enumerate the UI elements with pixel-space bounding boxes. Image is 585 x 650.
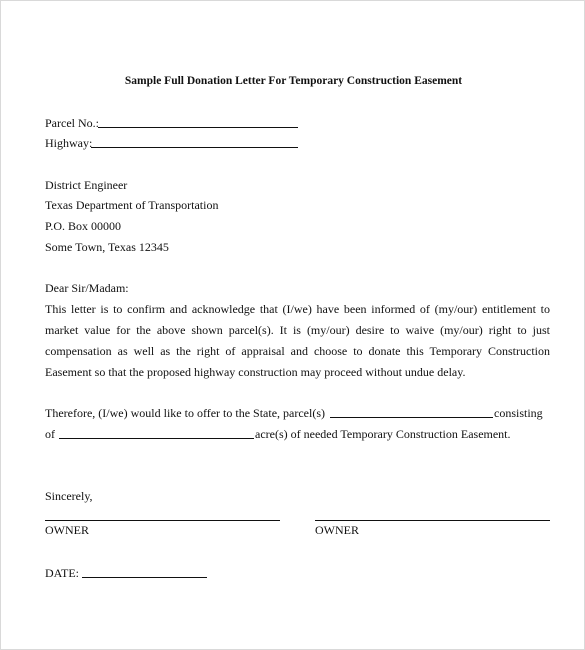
recipient-line-3: P.O. Box 00000	[45, 219, 122, 233]
owner-1-signature-line	[45, 520, 280, 521]
offer-line-2-start: of	[45, 427, 55, 441]
owner-2-label: OWNER	[315, 523, 359, 537]
body-line: market value for the above shown parcel(s). It is (my/our) desire to waive (my/our) right to just	[45, 323, 550, 337]
body-line: compensation as well as the right of appraisal and choose to donate this Temporary Construction	[45, 344, 550, 358]
owner-1-label: OWNER	[45, 523, 89, 537]
highway-label: Highway:	[45, 136, 93, 150]
date-blank-line	[82, 577, 207, 578]
date-label: DATE:	[45, 566, 79, 580]
owner-2-signature-line	[315, 520, 550, 521]
parcel-count-blank-line	[330, 417, 493, 418]
recipient-line-4: Some Town, Texas 12345	[45, 240, 169, 254]
salutation: Dear Sir/Madam:	[45, 281, 129, 295]
recipient-line-1: District Engineer	[45, 178, 128, 192]
offer-line-2-end: acre(s) of needed Temporary Construction Easement.	[255, 427, 511, 441]
body-paragraph	[45, 302, 550, 386]
acreage-blank-line	[59, 438, 254, 439]
offer-line-1-end: consisting	[494, 406, 543, 420]
document-title: Sample Full Donation Letter For Temporary Construction Easement	[124, 75, 463, 87]
recipient-line-2: Texas Department of Transportation	[45, 198, 219, 212]
body-line: Easement so that the proposed highway construction may proceed without undue delay.	[45, 365, 466, 379]
body-line: This letter is to confirm and acknowledge that (I/we) have been informed of (my/our) entitlement to	[45, 302, 550, 316]
highway-blank-line	[91, 147, 298, 148]
parcel-label: Parcel No.:	[45, 116, 99, 130]
closing: Sincerely,	[45, 489, 93, 503]
offer-line-1-start: Therefore, (I/we) would like to offer to the State, parcel(s)	[45, 406, 325, 420]
parcel-blank-line	[98, 127, 298, 128]
